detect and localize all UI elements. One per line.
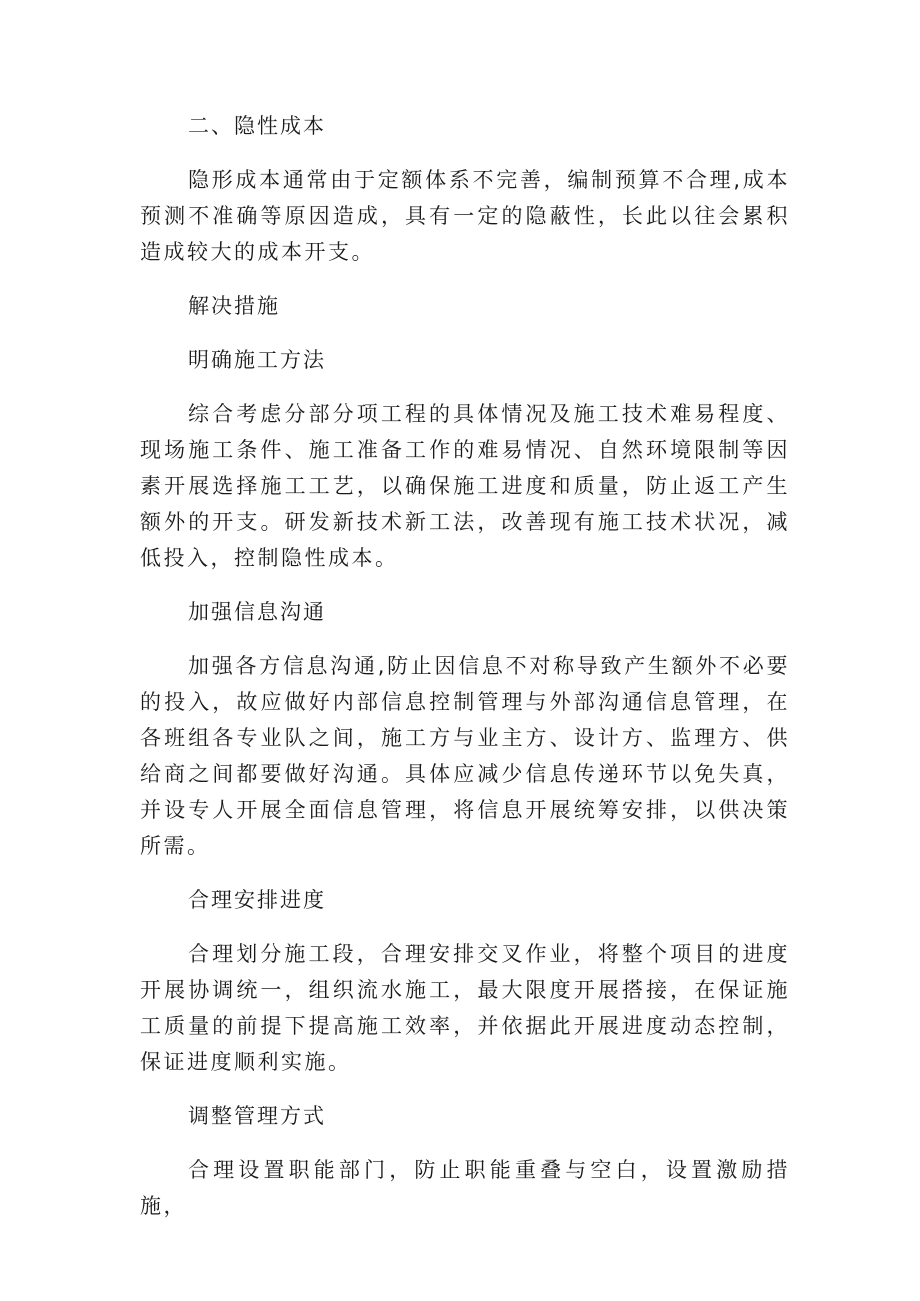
section-heading-solutions: 解决措施 [188,294,280,318]
paragraph-information-communication: 加强各方信息沟通,防止因信息不对称导致产生额外不必要的投入，故应做好内部信息控制管理与外部沟通信息管理，在各班组各专业队之间，施工方与业主方、设计方、监理方、供给商之间都要做好沟通。具体应减少信息传递环节以免失真，并设专人开展全面信息管理，将信息开展统筹安排，以供决策所需。 [140,654,790,858]
section-heading-construction-method: 明确施工方法 [188,348,326,372]
paragraph-hidden-cost: 隐形成本通常由于定额体系不完善，编制预算不合理,成本预测不准确等原因造成，具有一定的隐蔽性，长此以往会累积造成较大的成本开支。 [140,168,790,264]
section-heading-management-method: 调整管理方式 [188,1104,326,1128]
paragraph-construction-method: 综合考虑分部分项工程的具体情况及施工技术难易程度、现场施工条件、施工准备工作的难易情况、自然环境限制等因素开展选择施工工艺，以确保施工进度和质量，防止返工产生额外的开支。研发新技术新工法，改善现有施工技术状况，减低投入，控制隐性成本。 [140,402,790,570]
paragraph-management-method: 合理设置职能部门，防止职能重叠与空白，设置激励措施， [140,1158,790,1218]
document-body [140,108,790,1242]
section-heading-information-communication: 加强信息沟通 [188,600,326,624]
paragraph-schedule: 合理划分施工段，合理安排交叉作业，将整个项目的进度开展协调统一，组织流水施工，最大限度开展搭接，在保证施工质量的前提下提高施工效率，并依据此开展进度动态控制，保证进度顺利实施。 [140,942,790,1074]
section-heading-hidden-cost: 二、隐性成本 [188,114,326,138]
section-heading-schedule: 合理安排进度 [188,888,326,912]
